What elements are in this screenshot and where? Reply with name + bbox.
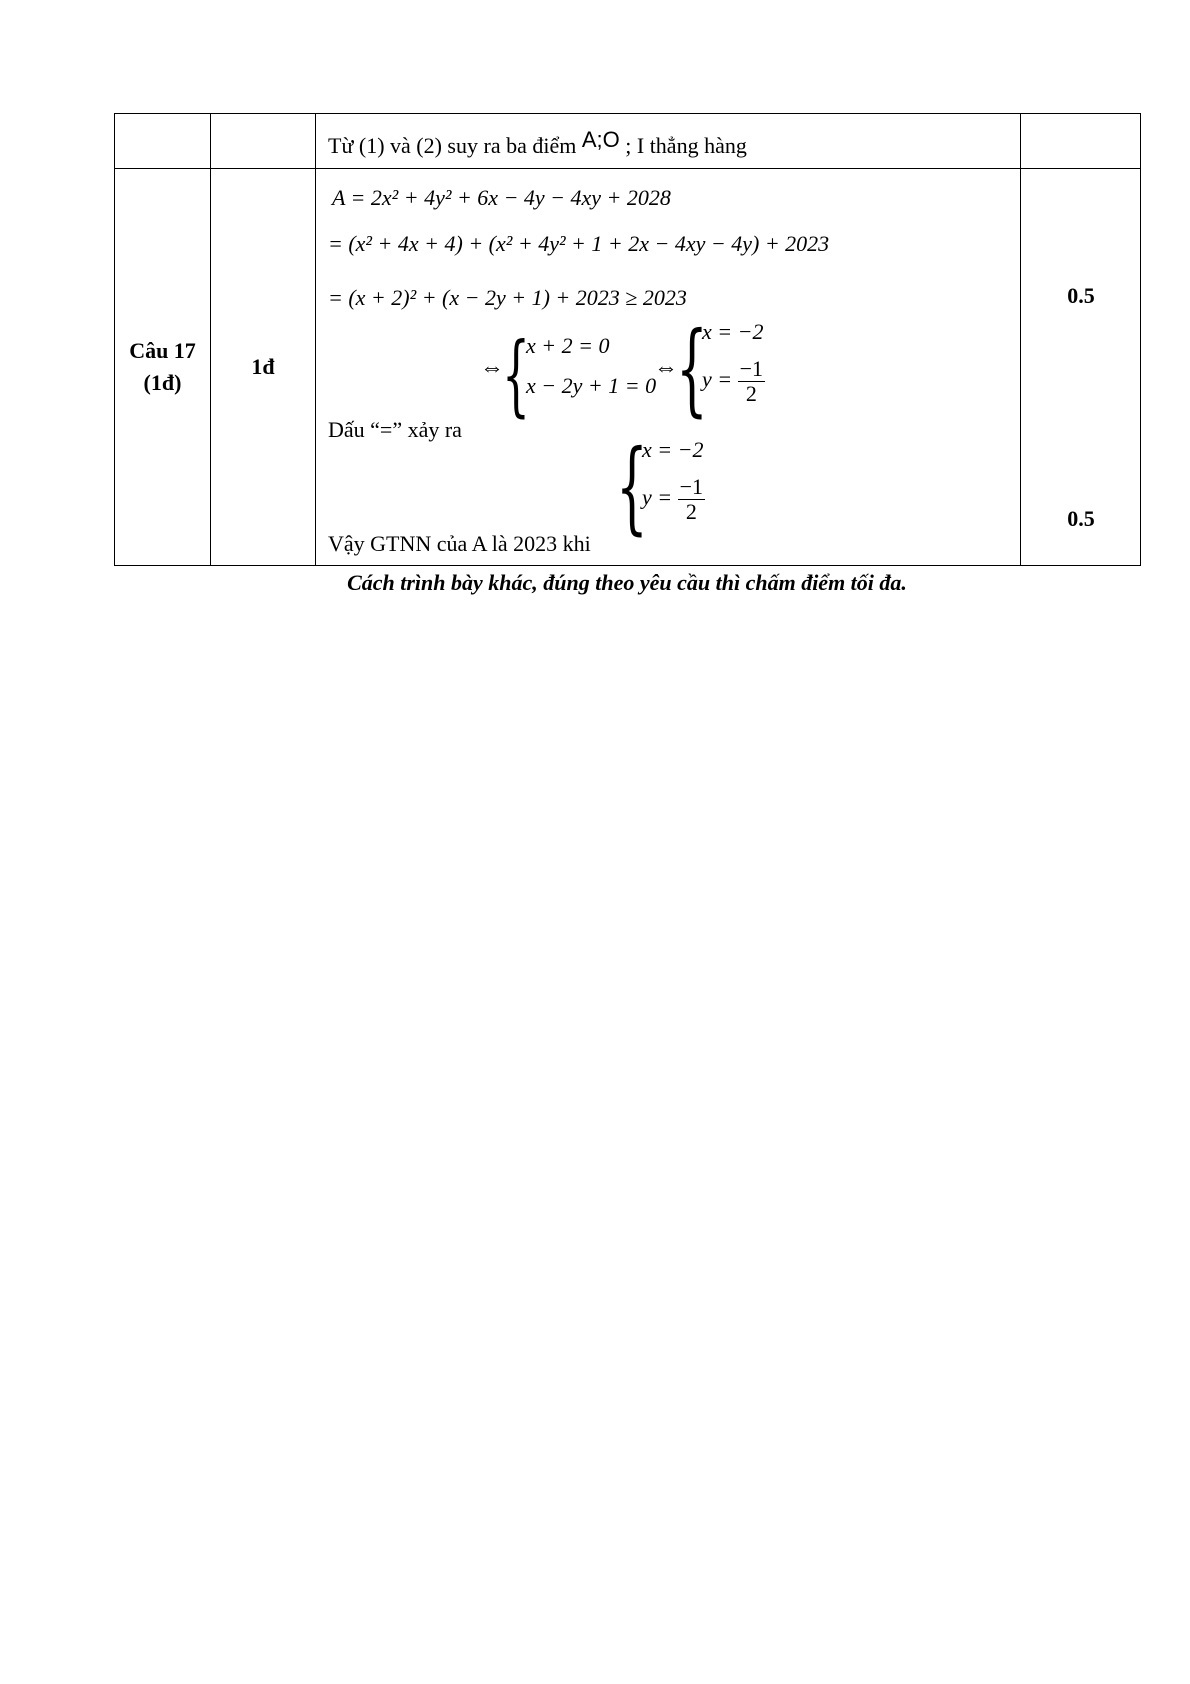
system-1-eq-a: x + 2 = 0	[526, 333, 610, 358]
equation-1: A = 2x² + 4y² + 6x − 4y − 4xy + 2028	[332, 185, 671, 210]
iff-icon: ⇔	[480, 355, 504, 381]
left-brace-icon: {	[676, 310, 708, 427]
system-2-eq-a: x = −2	[702, 319, 764, 344]
score-2: 0.5	[1067, 506, 1095, 531]
total-points: 1đ	[251, 354, 275, 379]
score-cell	[1021, 169, 1141, 566]
left-brace-icon: {	[616, 428, 648, 545]
score-1: 0.5	[1067, 283, 1095, 308]
system-3-eq-b	[642, 475, 705, 524]
fraction-denominator: 2	[685, 499, 697, 525]
grading-table	[114, 113, 1141, 566]
table-row	[115, 169, 1141, 566]
question-points: (1đ)	[143, 370, 182, 395]
content-cell	[316, 169, 1021, 566]
left-brace-icon: {	[502, 323, 530, 426]
row-text-after: ; I thẳng hàng	[619, 133, 747, 158]
system-2-eq-b	[702, 357, 765, 406]
cau-cell	[115, 114, 211, 169]
fraction-numerator: −1	[739, 356, 764, 381]
fraction	[678, 475, 705, 524]
fraction-numerator: −1	[679, 474, 704, 499]
diem-cell	[211, 114, 316, 169]
equation-3: = (x + 2)² + (x − 2y + 1) + 2023 ≥ 2023	[328, 285, 687, 310]
system-1-eq-b: x − 2y + 1 = 0	[526, 373, 657, 398]
points-label: A;O	[581, 127, 620, 152]
fraction-lhs: y =	[642, 484, 673, 510]
fraction-lhs: y =	[702, 366, 733, 392]
cau-cell	[115, 169, 211, 566]
system-3-eq-a: x = −2	[642, 437, 704, 462]
fraction	[738, 357, 765, 406]
footnote: Cách trình bày khác, đúng theo yêu cầu thì chấm điểm tối đa.	[347, 570, 907, 595]
table-row	[115, 114, 1141, 169]
row-text-before: Từ (1) và (2) suy ra ba điểm	[328, 133, 582, 158]
conclusion-label: Vậy GTNN của A là 2023 khi	[328, 531, 591, 556]
score-cell	[1021, 114, 1141, 169]
equation-2: = (x² + 4x + 4) + (x² + 4y² + 1 + 2x − 4xy − 4y) + 2023	[328, 231, 830, 256]
diem-cell	[211, 169, 316, 566]
fraction-denominator: 2	[745, 381, 757, 407]
question-label: Câu 17	[129, 338, 196, 363]
iff-icon: ⇔	[654, 355, 678, 381]
equality-label: Dấu “=” xảy ra	[328, 417, 462, 442]
content-cell	[316, 114, 1021, 169]
